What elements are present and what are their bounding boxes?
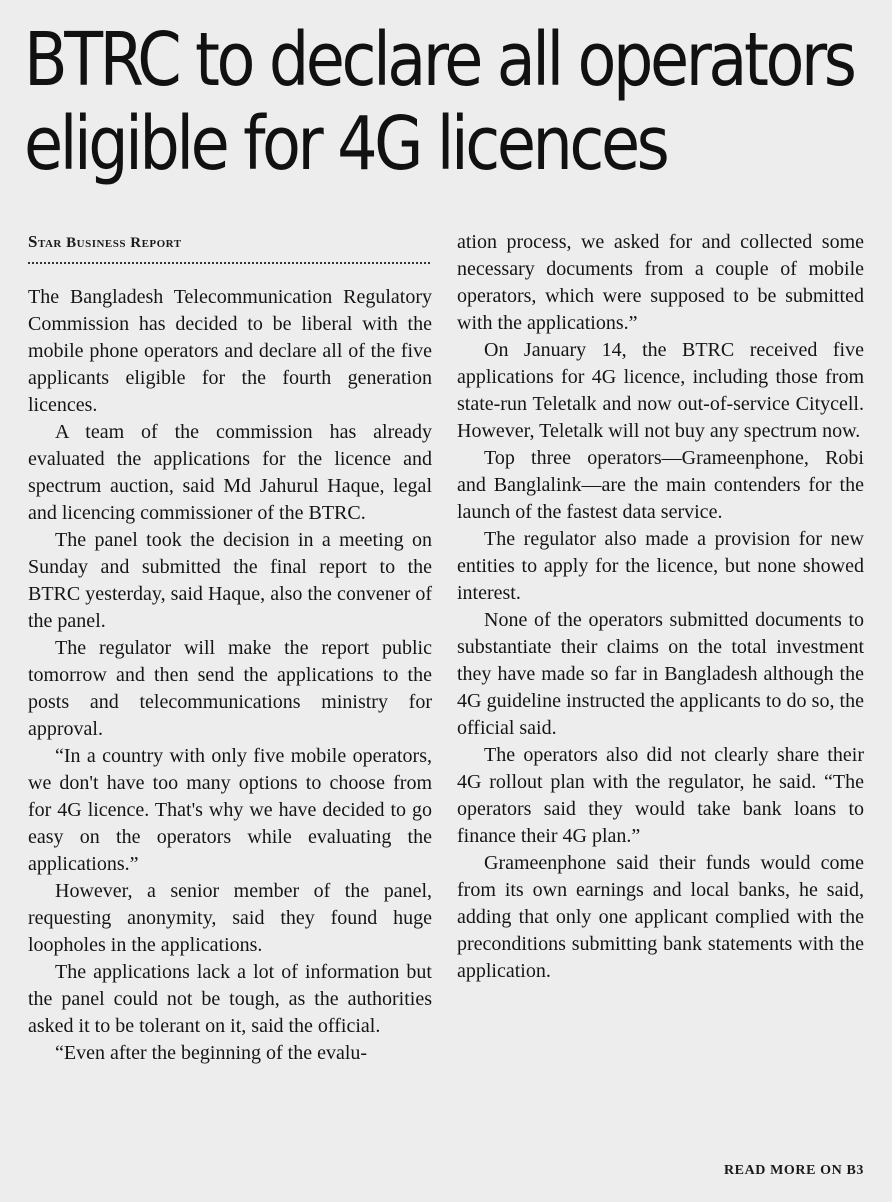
- paragraph: Grameenphone said their funds would come from its own earnings and local banks, he said, adding that only one applicant complied with the preconditions submitting bank statements with the application.: [457, 852, 864, 982]
- paragraph: The panel took the decision in a meeting on Sunday and submitted the final report to the BTRC yesterday, said Haque, also the convener of the panel.: [28, 529, 432, 632]
- dotted-divider: [28, 262, 430, 264]
- paragraph: The regulator will make the report public tomorrow and then send the applications to the posts and telecommunications ministry for approval.: [28, 637, 432, 740]
- byline: Star Business Report: [28, 232, 182, 251]
- paragraph: ation process, we asked for and collected some necessary documents from a couple of mobile operators, which were supposed to be submitted with the applications.”: [457, 231, 864, 334]
- headline: [24, 18, 875, 186]
- paragraph: “Even after the beginning of the evalu-: [55, 1042, 368, 1064]
- article-column-2: [457, 229, 864, 985]
- headline-line-2: eligible for 4G licences: [24, 101, 667, 187]
- read-more-link[interactable]: READ MORE ON B3: [723, 1163, 864, 1178]
- paragraph: Top three operators—Grameenphone, Robi and Banglalink—are the main contenders for the launch of the fastest data service.: [457, 447, 864, 523]
- paragraph: A team of the commission has already evaluated the applications for the licence and spectrum auction, said Md Jahurul Haque, legal and licencing commissioner of the BTRC.: [28, 421, 432, 524]
- paragraph: The Bangladesh Telecommunication Regulatory Commission has decided to be liberal with the mobile phone operators and declare all of the five applicants eligible for the fourth generation licences.: [28, 286, 432, 416]
- paragraph: The operators also did not clearly share their 4G rollout plan with the regulator, he said. “The operators said they would take bank loans to finance their 4G plan.”: [457, 744, 864, 847]
- paragraph: The regulator also made a provision for new entities to apply for the licence, but none showed interest.: [457, 528, 864, 604]
- headline-line-1: BTRC to declare all operators: [24, 17, 854, 103]
- paragraph: The applications lack a lot of information but the panel could not be tough, as the authorities asked it to be tolerant on it, said the official.: [28, 961, 432, 1037]
- paragraph: None of the operators submitted documents to substantiate their claims on the total investment they have made so far in Bangladesh although the 4G guideline instructed the applicants to do so, the official said.: [457, 609, 864, 739]
- paragraph: “In a country with only five mobile operators, we don't have too many options to choose from for 4G licence. That's why we have decided to go easy on the operators while evaluating the applications.”: [28, 745, 432, 875]
- paragraph: On January 14, the BTRC received five applications for 4G licence, including those from state-run Teletalk and now out-of-service Citycell. However, Teletalk will not buy any spectrum now.: [457, 339, 864, 442]
- article-column-1: [28, 284, 432, 1067]
- paragraph: However, a senior member of the panel, requesting anonymity, said they found huge loopholes in the applications.: [28, 880, 432, 956]
